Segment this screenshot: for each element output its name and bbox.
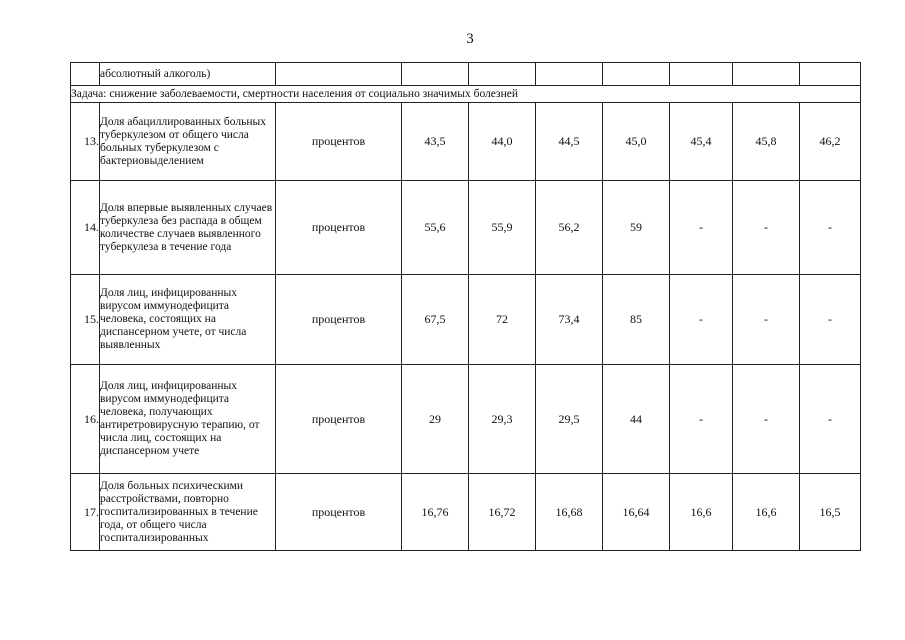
value-cell	[603, 63, 670, 86]
value-cell: 29,3	[469, 365, 536, 474]
value-cell: 44	[603, 365, 670, 474]
value-cell: 16,5	[800, 474, 861, 551]
unit-cell: процентов	[276, 275, 402, 365]
value-cell: 16,6	[733, 474, 800, 551]
value-cell: 59	[603, 181, 670, 275]
indicator-name-cell: Доля лиц, инфицированных вирусом иммунодефицита человека, состоящих на диспансерном учете, от числа выявленных	[100, 275, 276, 365]
value-cell: -	[733, 181, 800, 275]
page-number: 3	[466, 31, 474, 47]
value-cell: 55,9	[469, 181, 536, 275]
value-cell: 45,8	[733, 103, 800, 181]
value-cell: 16,6	[670, 474, 733, 551]
value-cell: -	[800, 181, 861, 275]
unit-cell: процентов	[276, 103, 402, 181]
unit-cell: процентов	[276, 181, 402, 275]
value-cell: 55,6	[402, 181, 469, 275]
row-number-cell: 15.	[71, 275, 100, 365]
indicator-name-cell: Доля абациллированных больных туберкулезом от общего числа больных туберкулезом с бактериовыделением	[100, 103, 276, 181]
value-cell	[670, 63, 733, 86]
unit-cell: процентов	[276, 365, 402, 474]
value-cell: 43,5	[402, 103, 469, 181]
value-cell: -	[670, 275, 733, 365]
value-cell	[733, 63, 800, 86]
value-cell: 67,5	[402, 275, 469, 365]
value-cell: 29,5	[536, 365, 603, 474]
value-cell: 16,72	[469, 474, 536, 551]
value-cell: 29	[402, 365, 469, 474]
table-row	[71, 275, 861, 365]
value-cell: 44,5	[536, 103, 603, 181]
value-cell: 16,64	[603, 474, 670, 551]
value-cell: 46,2	[800, 103, 861, 181]
row-number-cell: 17.	[71, 474, 100, 551]
value-cell	[536, 63, 603, 86]
indicator-name-cell: Доля больных психическими расстройствами, повторно госпитализированных в течение года, от общего числа госпитализированных	[100, 474, 276, 551]
table-row	[71, 103, 861, 181]
value-cell	[469, 63, 536, 86]
table-row	[71, 474, 861, 551]
row-number-cell	[71, 63, 100, 86]
value-cell: 16,76	[402, 474, 469, 551]
value-cell: 73,4	[536, 275, 603, 365]
row-number-cell: 14.	[71, 181, 100, 275]
value-cell: 16,68	[536, 474, 603, 551]
unit-cell: процентов	[276, 474, 402, 551]
value-cell: -	[800, 275, 861, 365]
table-row	[71, 181, 861, 275]
indicator-name-cell: абсолютный алкоголь)	[100, 63, 276, 86]
indicator-name-cell: Доля впервые выявленных случаев туберкулеза без распада в общем количестве случаев выявленного туберкулеза в течение года	[100, 181, 276, 275]
indicator-name-cell: Доля лиц, инфицированных вирусом иммунодефицита человека, получающих антиретровирусную терапию, от числа лиц, состоящих на диспансерном учете	[100, 365, 276, 474]
value-cell: 85	[603, 275, 670, 365]
value-cell: 44,0	[469, 103, 536, 181]
value-cell: -	[733, 365, 800, 474]
row-number-cell: 13.	[71, 103, 100, 181]
value-cell: -	[800, 365, 861, 474]
value-cell: -	[670, 365, 733, 474]
value-cell: 45,0	[603, 103, 670, 181]
table-row-continuation	[71, 63, 861, 86]
value-cell: -	[733, 275, 800, 365]
value-cell	[402, 63, 469, 86]
value-cell	[800, 63, 861, 86]
value-cell: 56,2	[536, 181, 603, 275]
row-number-cell: 16.	[71, 365, 100, 474]
value-cell: 72	[469, 275, 536, 365]
task-row	[71, 86, 861, 103]
unit-cell	[276, 63, 402, 86]
value-cell: 45,4	[670, 103, 733, 181]
table-row	[71, 365, 861, 474]
task-heading: Задача: снижение заболеваемости, смертности населения от социально значимых болезней	[71, 86, 861, 103]
value-cell: -	[670, 181, 733, 275]
indicators-table	[70, 62, 861, 551]
